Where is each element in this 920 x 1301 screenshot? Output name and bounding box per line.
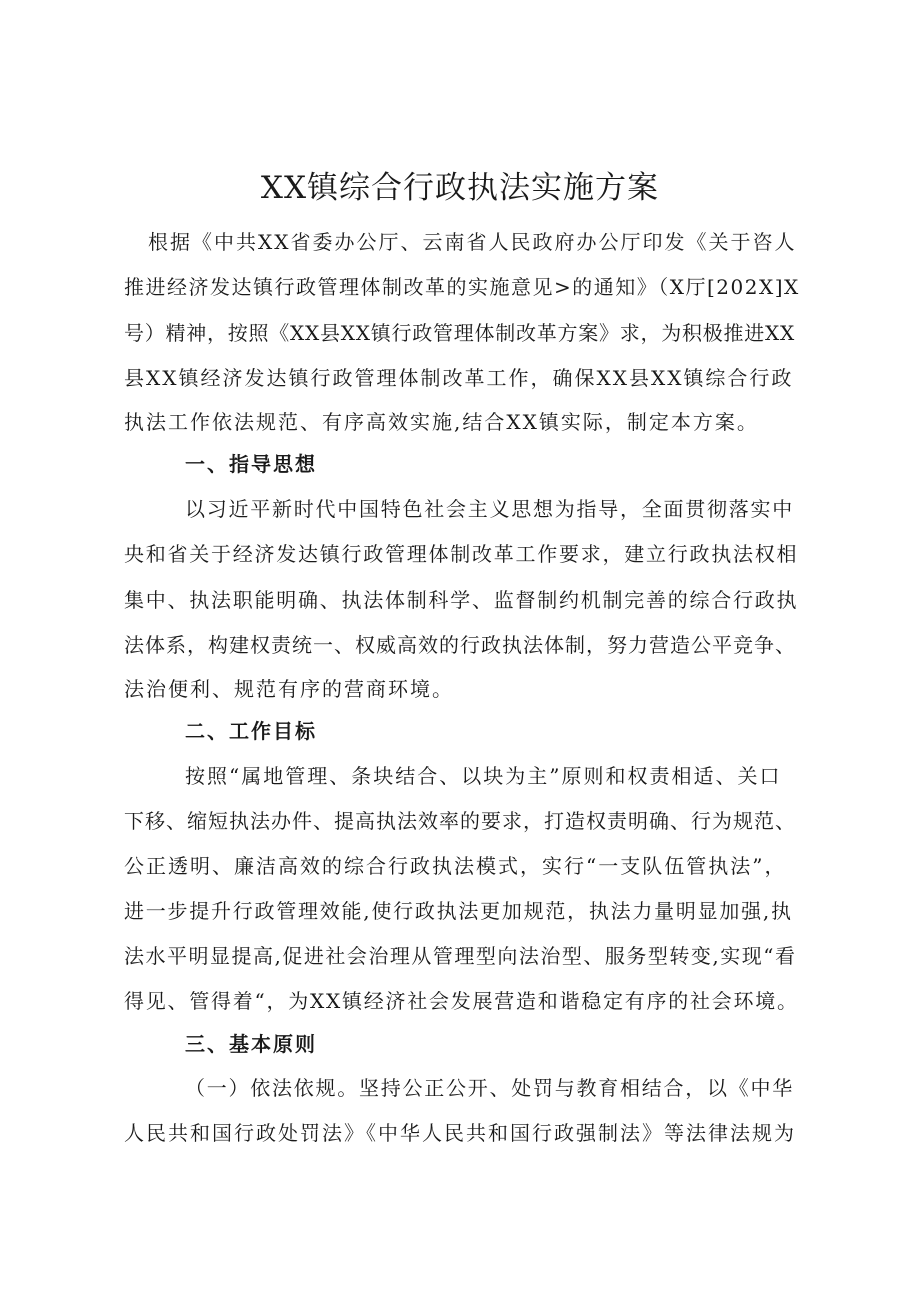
document-title: XX镇综合行政执法实施方案 <box>260 170 660 206</box>
intro-line-3: 号）精神，按照《XX县XX镇行政管理体制改革方案》求，为积极推进XX <box>124 321 795 345</box>
section1-line-2: 央和省关于经济发达镇行政管理体制改革工作要求，建立行政执法权相 <box>124 542 799 566</box>
section2-line-1: 按照“属地管理、条块结合、以块为主”原则和权责相适、关口 <box>185 764 782 788</box>
section1-line-1: 以习近平新时代中国特色社会主义思想为指导，全面贯彻落实中 <box>185 497 794 521</box>
section-heading-basic-principles: 三、基本原则 <box>185 1032 317 1056</box>
section2-line-4: 进一步提升行政管理效能,使行政执法更加规范，执法力量明显加强,执 <box>124 899 793 923</box>
section-heading-guiding-ideology: 一、指导思想 <box>185 452 317 476</box>
section2-line-3: 公正透明、廉洁高效的综合行政执法模式，实行“一支队伍管执法”， <box>124 854 787 878</box>
section3-line-2: 人民共和国行政处罚法》《中华人民共和国行政强制法》等法律法规为 <box>124 1121 796 1145</box>
section-heading-work-goals: 二、工作目标 <box>185 719 317 743</box>
section1-line-4: 法体系，构建权责统一、权威高效的行政执法体制，努力营造公平竞争、 <box>124 633 796 657</box>
section3-line-1: （一）依法依规。坚持公正公开、处罚与教育相结合，以《中华 <box>185 1076 794 1100</box>
intro-line-1: 根据《中共XX省委办公厅、云南省人民政府办公厅印发《关于咨人 <box>148 230 797 254</box>
section1-line-5: 法治便利、规范有序的营商环境。 <box>124 677 454 701</box>
section1-line-3: 集中、执法职能明确、执法体制科学、监督制约机制完善的综合行政执 <box>124 588 799 612</box>
intro-line-4: 县XX镇经济发达镇行政管理体制改革工作，确保XX县XX镇综合行政 <box>124 366 794 390</box>
intro-line-2: 推进经济发达镇行政管理体制改革的实施意见>的通知》（X厅[202X]X <box>124 275 800 299</box>
intro-line-5: 执法工作依法规范、有序高效实施,结合XX镇实际，制定本方案。 <box>124 410 759 434</box>
section2-line-5: 法水平明显提高,促进社会治理从管理型向法治型、服务型转变,实现“看 <box>124 944 797 968</box>
section2-line-2: 下移、缩短执法办件、提高执法效率的要求，打造权责明确、行为规范、 <box>124 809 796 833</box>
section2-line-6: 得见、管得着“，为XX镇经济社会发展营造和谐稳定有序的社会环境。 <box>124 989 799 1013</box>
